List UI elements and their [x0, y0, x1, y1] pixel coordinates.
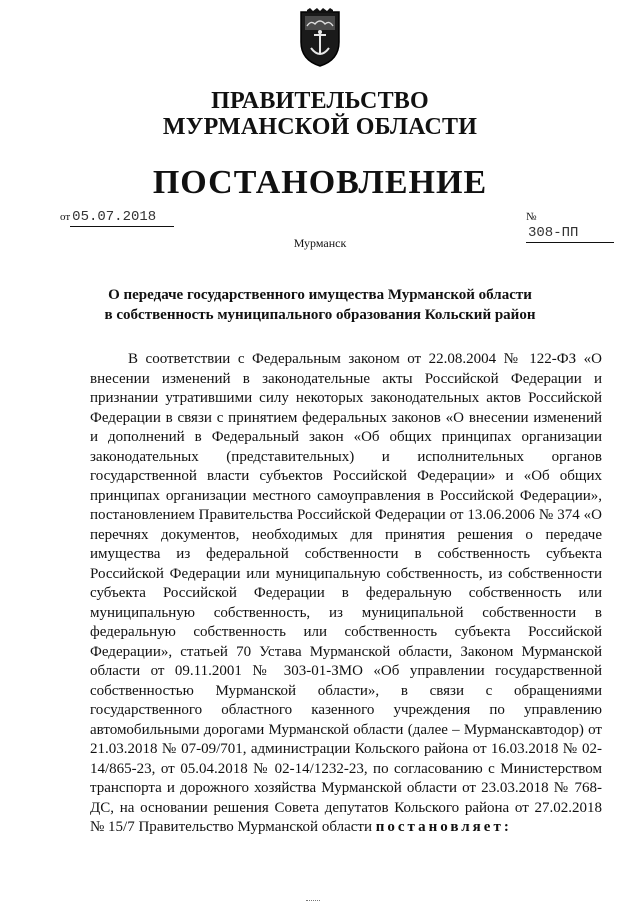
body-text: В соответствии с Федеральным законом от 22.08.2004 № 122-ФЗ «О внесении изменений в законодательные акты Российской Федерации и признании утратившими силу некоторых законодательных актов Российской Федерации в связи с принятием федеральных законов «О внесении изменений и дополнений в Федеральный закон «Об общих принципах организации законодательных (представительных) и исполнительных органов государственной власти субъектов Российской Федерации» и «Об общих принципах организации местного самоуправления в Российской Федерации», постановлением Правительства Российской Федерации от 13.06.2006 № 374 «О перечнях документов, необходимых для принятия решения о передаче имущества из федеральной собственности в собственность субъекта Российской Федерации или муниципальную собственность, из собственности субъекта Российской Федерации в федеральную собственность или муниципальную собственность, из муниципальной собственности в федеральную собственность или собственность субъекта Российской Федерации», статьей 70 Устава Мурманской области, Законом Мурманской области от 09.11.2001 № 303-01-ЗМО «Об управлении государственной собственностью Мурманской области», в связи с обращениями государственного областного казенного учреждения по управлению автомобильными дорогами Мурманской области (далее – Мурманскавтодор) от 21.03.2018 № 07-09/701, администрации Кольского района от 16.03.2018 № 02-14/865-23, от 05.04.2018 № 02-14/1232-23, по согласованию с Министерством транспорта и дорожного хозяйства Мурманской области от 23.03.2018 № 768-ДС, на основании решения Совета депутатов Кольского района от 27.02.2018 № 15/7 Правительство Мурманской области: [90, 351, 602, 835]
government-name-line1: ПРАВИТЕЛЬСТВО: [211, 88, 429, 114]
government-name-line2: МУРМАНСКОЙ ОБЛАСТИ: [162, 114, 478, 140]
document-meta-row: [60, 208, 590, 241]
date-prefix: от: [60, 211, 71, 223]
date-value: 05.07.2018: [70, 209, 174, 227]
resolution-punct: :: [503, 819, 512, 835]
government-name: [0, 88, 640, 140]
number-value: 308-ПП: [526, 225, 614, 243]
document-type-title: ПОСТАНОВЛЕНИЕ: [152, 164, 488, 201]
coat-of-arms-icon: [295, 8, 345, 68]
body-paragraph: [90, 350, 602, 838]
city-name: Мурманск: [293, 236, 347, 250]
page-mark: [306, 900, 320, 901]
document-subject: [0, 285, 640, 325]
subject-line2: в собственность муниципального образования Кольский район: [104, 307, 536, 323]
number-prefix: №: [526, 211, 537, 223]
resolution-verb: постановляет: [375, 819, 504, 835]
subject-line1: О передаче государственного имущества Мурманской области: [108, 287, 532, 303]
document-date: [60, 208, 174, 227]
